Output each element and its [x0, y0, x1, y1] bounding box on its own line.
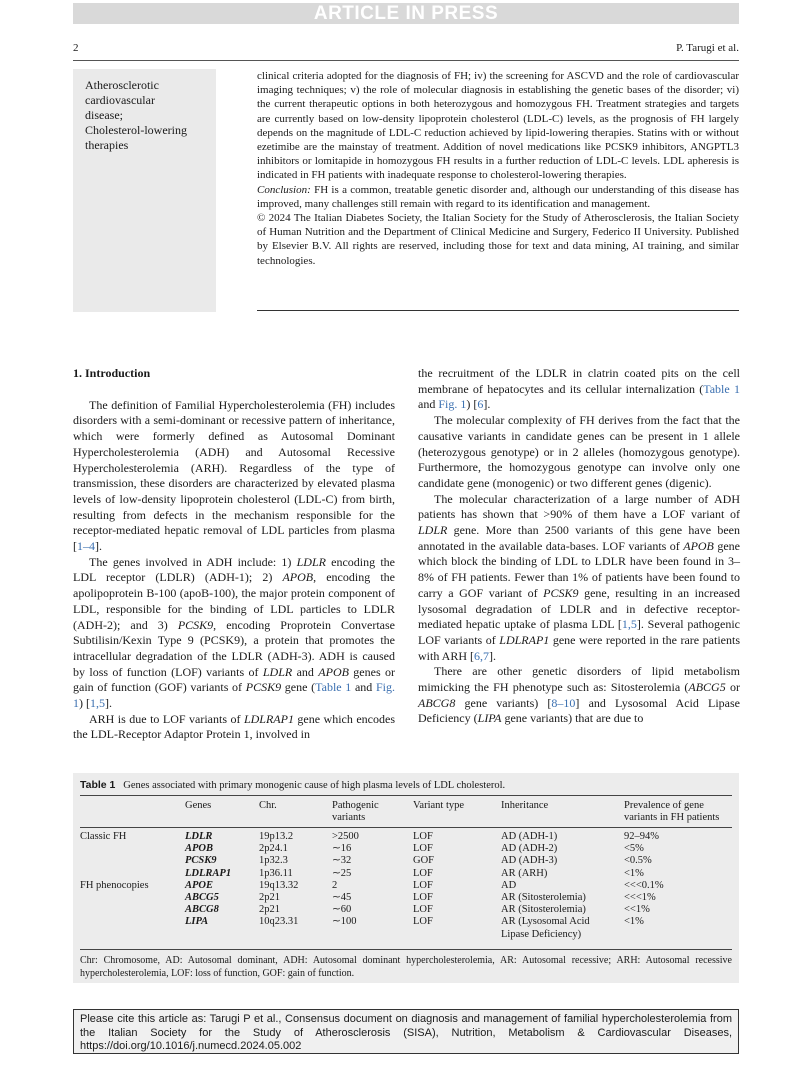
- header-rule: [73, 60, 739, 61]
- reference-link[interactable]: 1–4: [77, 539, 95, 554]
- col-header-inheritance: Inheritance: [501, 800, 549, 811]
- cell-gene: ABCG5: [185, 892, 219, 903]
- cell-chr: 1p32.3: [259, 855, 288, 867]
- abstract-rule: [257, 310, 739, 311]
- article-in-press-banner: ARTICLE IN PRESS: [73, 3, 739, 24]
- keyword-line: Cholesterol-lowering: [85, 123, 187, 137]
- cell-inheritance: AR (Lysosomal Acid: [501, 916, 590, 928]
- col-header-chr: Chr.: [259, 800, 277, 811]
- abstract-paragraph: clinical criteria adopted for the diagnosis of FH; iv) the screening for ASCVD and the role of cardiovascular imaging techniques; v) the role of molecular diagnosis in establishing the genetic bases of the disorder; vi) the current therapeutic options in both heterozygous and homozygous FH. Treatment strategies and targets are currently based on low-density lipoprotein cholesterol (LDL-C) levels, as the prognosis of FH largely depends on the magnitude of LDL-C reduction achieved by lipid-lowering therapies. Statins with or without ezetimibe are the mainstay of treatment. Addition of novel medications like PCSK9 inhibitors, ANGPTL3 inhibitors or lomitapide in homozygous FH results in a further reduction of LDL-C levels. LDL apheresis is indicated in FH patients with inadequate response to cholesterol-lowering therapies.: [257, 70, 739, 182]
- table-top-rule: [80, 795, 732, 796]
- cell-variant-type: LOF: [413, 904, 433, 916]
- cell-pathogenic: ∼25: [332, 867, 352, 879]
- cell-pathogenic: ∼32: [332, 855, 352, 867]
- col-header-genes: Genes: [185, 800, 212, 811]
- intro-left-column: [73, 366, 395, 743]
- cell-gene: PCSK9: [185, 855, 217, 867]
- intro-paragraph: The molecular characterization of a large number of ADH patients has shown that >90% of them have a LOF variant of LDLR gene. More than 2500 variants of this gene have been annotated in the available data-bases. LOF variants of APOB gene which block the binding of LDL to LDLR have been found in 3–8% of FH patients. Fewer than 1% of patients have been found to carry a GOF variant of PCSK9 gene, resulting in an increased lysosomal degradation of LDLR and in defective receptor-mediated hepatic uptake of plasma LDL [1,5]. Several pathogenic LOF variants of LDLRAP1 gene were reported in the rare patients with ARH [6,7].: [418, 491, 741, 663]
- cell-variant-type: LOF: [413, 867, 433, 879]
- intro-right-column: [418, 366, 740, 727]
- cell-chr: 2p21: [259, 892, 280, 903]
- cell-prevalence: <<<0.1%: [624, 879, 664, 891]
- cell-inheritance: AD (ADH-3): [501, 855, 558, 867]
- cell-variant-type: LOF: [413, 843, 433, 855]
- section-heading: 1. Introduction: [73, 366, 151, 380]
- col-header-pathogenic: variants: [332, 812, 366, 823]
- intro-paragraph: There are other genetic disorders of lipid metabolism mimicking the FH phenotype such as: Sitosterolemia (ABCG5 or ABCG8 gene variants) [8–10] and Lysosomal Acid Lipase Deficiency (LIPA gene variants) that are due to: [418, 664, 740, 726]
- intro-paragraph: ARH is due to LOF variants of LDLRAP1 gene which encodes the LDL-Receptor Adaptor Protein 1, involved in: [73, 711, 395, 742]
- reference-link[interactable]: 1,5: [90, 696, 105, 711]
- col-header-pathogenic: Pathogenic: [332, 800, 379, 811]
- intro-paragraph: The molecular complexity of FH derives from the fact that the causative variants in candidate genes can be present in 1 allele (heterozygous genotype) or in 2 alleles (homozygous genotype). Furthermore, the homozygous genotype can involve only one candidate gene (monogenic) or two different genes (digenic).: [418, 413, 740, 490]
- abstract: [257, 69, 739, 268]
- cell-prevalence: <1%: [624, 916, 644, 928]
- cell-variant-type: GOF: [413, 855, 435, 867]
- col-header-prevalence: Prevalence of gene: [624, 800, 704, 811]
- cell-group: FH phenocopies: [80, 879, 149, 891]
- keyword-line: disease;: [85, 108, 123, 122]
- conclusion-text: FH is a common, treatable genetic disorder and, although our understanding of this disease has improved, many challenges still remain with regard to its identification and management.: [257, 183, 739, 210]
- intro-paragraph: The definition of Familial Hypercholesterolemia (FH) includes disorders with a semi-dominant or recessive pattern of inheritance, which were formerly defined as Autosomal Dominant Hypercholesterolemia (ADH) and Autosomal Recessive Hypercholesterolemia (ARH). Regardless of the type of transmission, these disorders are characterized by elevated plasma levels of low-density lipoprotein cholesterol (LDL-C) from birth, resulting from defects in the mechanism responsible for the receptor-mediated hepatic removal of LDL particles from plasma [1–4].: [73, 397, 395, 554]
- running-head: [73, 42, 739, 58]
- cell-variant-type: LOF: [413, 892, 433, 903]
- cell-variant-type: LOF: [413, 916, 433, 928]
- cell-inheritance: Lipase Deficiency): [501, 928, 582, 940]
- cell-pathogenic: >2500: [332, 831, 359, 842]
- abstract-conclusion: [257, 183, 739, 211]
- cell-gene: LDLR: [185, 831, 213, 842]
- cell-prevalence: <5%: [624, 843, 644, 855]
- reference-link[interactable]: 1,5: [621, 617, 637, 632]
- cell-inheritance: AR (Sitosterolemia): [501, 904, 586, 916]
- cell-variant-type: LOF: [413, 831, 433, 842]
- cell-pathogenic: ∼45: [332, 892, 352, 903]
- cell-pathogenic: ∼16: [332, 843, 352, 855]
- figure-link[interactable]: Fig. 1: [73, 680, 396, 711]
- cell-chr: 1p36.11: [259, 867, 293, 879]
- citation-box: Please cite this article as: Tarugi P et al., Consensus document on diagnosis and management of familial hypercholesterolemia from the Italian Society for the Study of Atherosclerosis (SISA), Nutrition, Metabolism & Cardiovascular Diseases, https://doi.org/10.1016/j.numecd.2024.05.002: [73, 1009, 739, 1054]
- cell-chr: 19q13.32: [259, 879, 299, 891]
- table-1: [73, 773, 739, 983]
- table-bottom-rule: [80, 949, 732, 950]
- keyword-line: Atherosclerotic: [85, 78, 159, 92]
- cell-prevalence: <<1%: [624, 904, 650, 916]
- cell-inheritance: AR (ARH): [501, 867, 548, 879]
- col-header-variant-type: Variant type: [413, 800, 465, 811]
- conclusion-label: Conclusion:: [257, 183, 311, 196]
- cell-prevalence: <0.5%: [624, 855, 652, 867]
- cell-group: Classic FH: [80, 831, 127, 842]
- cell-inheritance: AR (Sitosterolemia): [501, 892, 586, 903]
- reference-link[interactable]: 8–10: [551, 695, 576, 710]
- copyright-notice: © 2024 The Italian Diabetes Society, the Italian Society for the Study of Atherosclerosis, the Italian Society of Human Nutrition and the Department of Clinical Medicine and Surgery, Federico II University. Published by Elsevier B.V. All rights are reserved, including those for text and data mining, AI training, and similar technologies.: [257, 212, 739, 267]
- cell-variant-type: LOF: [413, 879, 433, 891]
- cell-gene: APOE: [185, 879, 214, 891]
- reference-link[interactable]: 6: [477, 397, 484, 412]
- cell-chr: 10q23.31: [259, 916, 299, 928]
- intro-paragraph: The genes involved in ADH include: 1) LDLR encoding the LDL receptor (LDLR) (ADH-1); 2) APOB, encoding the apolipoprotein B-100 (apoB-100), the major protein component of LDL, responsible for the binding of LDL particles to LDLR (ADH-2); and 3) PCSK9, encoding Proprotein Convertase Subtilisin/Kexin Type 9 (PCSK9), a protein that promotes the intracellular degradation of the LDLR (ADH-3). ADH is caused by loss of function (LOF) variants of LDLR and APOB genes or gain of function (GOF) variants of PCSK9 gene (Table 1 and Fig. 1) [1,5].: [73, 554, 396, 711]
- intro-paragraph: the recruitment of the LDLR in clatrin coated pits on the cell membrane of hepatocytes and its cellular internalization (Table 1 and Fig. 1) [6].: [418, 366, 740, 412]
- table-header-rule: [80, 827, 732, 828]
- keyword-line: therapies: [85, 138, 129, 152]
- cell-inheritance: AD: [501, 879, 517, 891]
- col-header-prevalence: variants in FH patients: [624, 812, 720, 823]
- cell-gene: ABCG8: [185, 904, 219, 916]
- cell-gene: APOB: [185, 843, 214, 855]
- cell-gene: LIPA: [185, 916, 209, 928]
- cell-inheritance: AD (ADH-1): [501, 831, 558, 842]
- cell-prevalence: <<<1%: [624, 892, 656, 903]
- cell-pathogenic: 2: [332, 879, 338, 891]
- page-number: 2: [73, 42, 79, 54]
- cell-chr: 2p24.1: [259, 843, 288, 855]
- keywords-box: [73, 69, 216, 312]
- cell-prevalence: 92–94%: [624, 831, 659, 842]
- reference-link[interactable]: 6,7: [474, 648, 490, 663]
- table-link[interactable]: Table 1: [703, 381, 740, 396]
- figure-link[interactable]: Fig. 1: [438, 397, 467, 412]
- cell-gene: LDLRAP1: [185, 867, 232, 879]
- cell-chr: 19p13.2: [259, 831, 294, 842]
- cell-inheritance: AD (ADH-2): [501, 843, 558, 855]
- table-link[interactable]: Table 1: [315, 680, 352, 695]
- cell-pathogenic: ∼100: [332, 916, 357, 928]
- cell-pathogenic: ∼60: [332, 904, 352, 916]
- keyword-line: cardiovascular: [85, 93, 155, 107]
- cell-chr: 2p21: [259, 904, 280, 916]
- cell-prevalence: <1%: [624, 867, 644, 879]
- table-caption: Table 1 Genes associated with primary monogenic cause of high plasma levels of LDL cholesterol.: [80, 779, 506, 791]
- running-authors: P. Tarugi et al.: [676, 42, 739, 54]
- table-footnote: Chr: Chromosome, AD: Autosomal dominant, ADH: Autosomal dominant hypercholesterolemia, AR: Autosomal recessive; ARH: Autosomal recessive hypercholesterolemia, LOF: loss of function, GOF: gain of function.: [80, 955, 732, 979]
